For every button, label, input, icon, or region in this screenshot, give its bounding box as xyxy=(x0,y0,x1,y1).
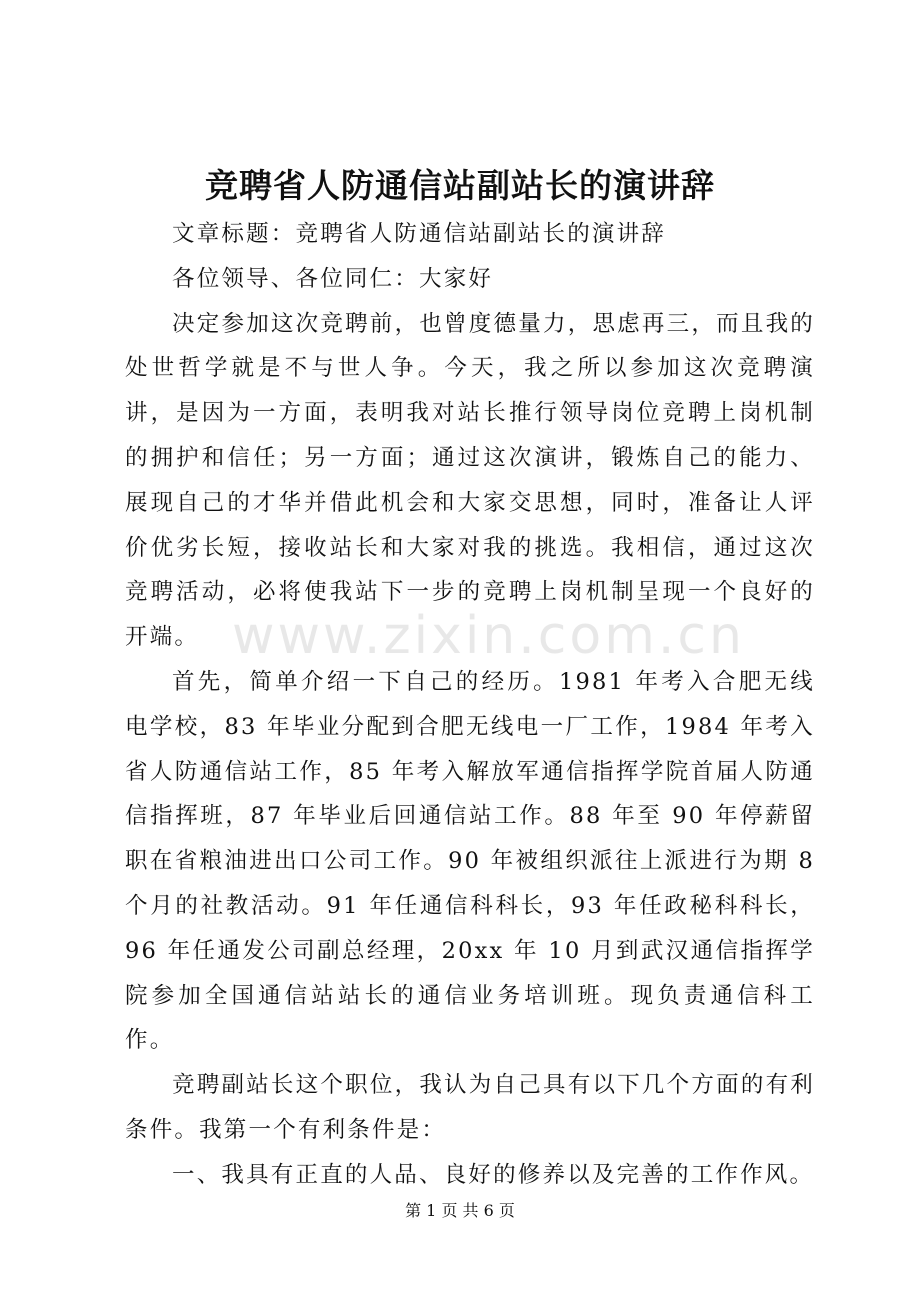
greeting-line: 各位领导、各位同仁：大家好 xyxy=(172,265,494,292)
watermark-text: www.zixin.com.cn xyxy=(232,606,745,666)
document-title: 竞聘省人防通信站副站长的演讲辞 xyxy=(205,166,715,205)
paragraph-motivation: 决定参加这次竞聘前，也曾度德量力，思虑再三，而且我的处世哲学就是不与世人争。今天，我之所以参加这次竞聘演讲，是因为一方面，表明我对站长推行领导岗位竞聘上岗机制的拥护和信任；另一方面；通过这次演讲，锻炼自己的能力、展现自己的才华并借此机会和大家交思想，同时，准备让人评价优劣长短，接收站长和大家对我的挑选。我相信，通过这次竞聘活动，必将使我站下一步的竞聘上岗机制呈现一个良好的开端。 xyxy=(125,310,815,651)
paragraph-conditions: 竞聘副站长这个职位，我认为自己具有以下几个方面的有利条件。我第一个有利条件是： xyxy=(125,1072,815,1143)
paragraph-experience: 首先，简单介绍一下自己的经历。1981 年考入合肥无线电学校，83 年毕业分配到合肥无线电一厂工作，1984 年考入省人防通信站工作，85 年考入解放军通信指挥学院首届人防通信指挥班，87 年毕业后回通信站工作。88 年至 90 年停薪留职在省粮油进出口公司工作。90 年被组织派往上派进行为期 8 个月的社教活动。91 年任通信科科长，93 年任政秘科科长，96 年任通发公司副总经理，20xx 年 10 月到武汉通信指挥学院参加全国通信站站长的通信业务培训班。现负责通信科工作。 xyxy=(125,668,815,1054)
document-body xyxy=(125,212,815,1198)
paragraph-point-one: 一、我具有正直的人品、良好的修养以及完善的工作作风。 xyxy=(172,1161,815,1188)
article-title-line: 文章标题：竞聘省人防通信站副站长的演讲辞 xyxy=(172,221,667,247)
page-footer: 第 1 页 共 6 页 xyxy=(405,1201,515,1220)
